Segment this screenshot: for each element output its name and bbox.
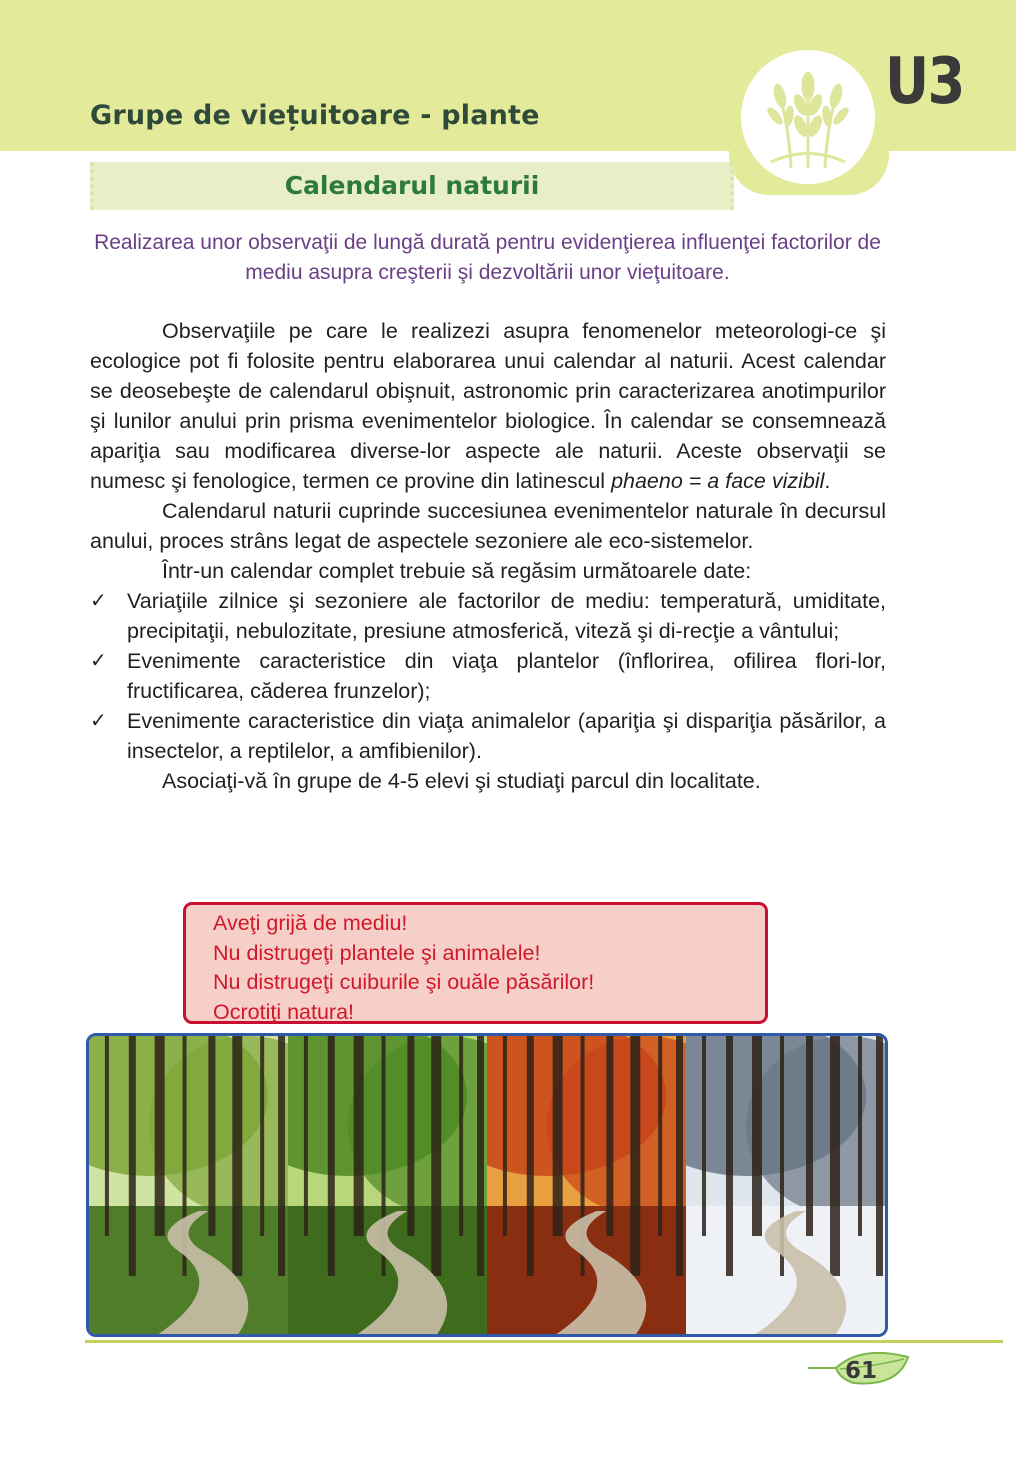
check-icon: ✓ [90, 650, 107, 672]
paragraph-2: Calendarul naturii cuprinde succesiunea evenimentelor naturale în decursul anului, proces strâns legat de aspectele sezoniere ale eco-sistemelor. [90, 499, 886, 553]
list-item [90, 646, 886, 706]
list-item-text: Evenimente caracteristice din viaţa animalelor (apariţia şi dispariţia păsărilor, a insectelor, a reptilelor, a amfibienilor). [127, 709, 886, 763]
warning-line: Ocrotiţi natura! [213, 999, 354, 1024]
spring-forest-path-photo [89, 1036, 290, 1334]
section-banner [90, 162, 734, 210]
wheat-icon [741, 50, 875, 184]
list-item [90, 706, 886, 766]
chapter-title: Grupe de viețuitoare - plante [90, 100, 540, 131]
list-item-text: Evenimente caracteristice din viaţa plantelor (înflorirea, ofilirea flori-lor, fructificarea, căderea frunzelor); [127, 649, 886, 703]
closing-paragraph: Asociaţi-vă în grupe de 4-5 elevi şi studiaţi parcul din localitate. [162, 769, 761, 793]
seasons-photo-strip [86, 1033, 888, 1337]
emblem-circle [741, 50, 875, 184]
paragraph-3: Într-un calendar complet trebuie să regăsim următoarele date: [162, 559, 752, 583]
checklist [90, 586, 886, 766]
list-item [90, 586, 886, 646]
page-number: 61 [845, 1358, 878, 1384]
winter-forest-path-photo [686, 1036, 886, 1334]
footer-line [85, 1340, 1003, 1343]
warning-line: Nu distrugeţi cuiburile şi ouăle păsărilor! [213, 970, 595, 994]
paragraph-1-end: . [824, 469, 831, 493]
autumn-forest-path-photo [487, 1036, 688, 1334]
unit-label: U3 [885, 45, 964, 119]
unit-emblem [729, 40, 889, 195]
list-item-text: Variaţiile zilnice şi sezoniere ale factorilor de mediu: temperatură, umiditate, precipitaţii, nebulozitate, presiune atmosferică, viteză şi di-recţie a vântului; [127, 589, 886, 643]
paragraph-1 [90, 316, 886, 496]
check-icon: ✓ [90, 590, 107, 612]
paragraph-1-text: Observaţiile pe care le realizezi asupra fenomenelor meteorologi-ce şi ecologice pot fi folosite pentru elaborarea unui calendar al naturii. Acest calendar se deosebeşte de calendarul obişnuit, astronomic prin caracterizarea anotimpurilor şi lunilor anului prin prisma evenimentelor biologice. În calendar se consemnează apariţia sau modificarea diverse-lor aspecte ale naturii. Aceste observaţii se numesc şi fenologice, termen ce provine din latinescul [90, 319, 886, 493]
latin-term: phaeno = a face vizibil [611, 469, 825, 493]
section-title: Calendarul naturii [284, 171, 540, 200]
warning-line: Nu distrugeţi plantele şi animalele! [213, 940, 541, 965]
intro-text: Realizarea unor observaţii de lungă durată pentru evidenţierea influenţei factorilor de mediu asupra creşterii şi dezvoltării unor vieţuitoare. [94, 231, 881, 284]
warning-line: Aveţi grijă de mediu! [213, 911, 408, 935]
check-icon: ✓ [90, 710, 107, 732]
summer-forest-path-photo [288, 1036, 489, 1334]
body-text [90, 316, 886, 796]
warning-box [183, 902, 768, 1024]
